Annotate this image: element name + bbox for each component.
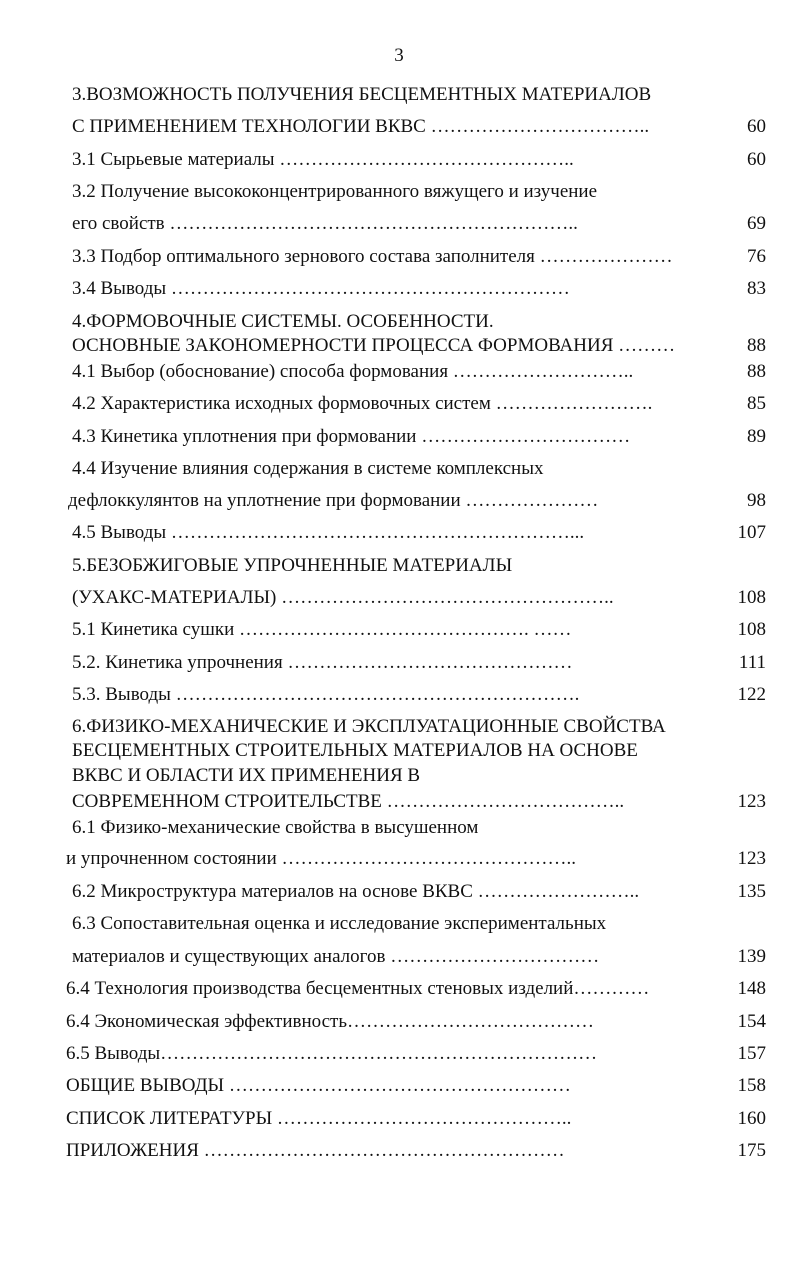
toc-entry [0,179,798,205]
toc-entry [0,911,798,937]
toc-entry-title: 6.ФИЗИКО-МЕХАНИЧЕСКИЕ И ЭКСПЛУАТАЦИОННЫЕ СВОЙСТВА [72,716,666,737]
toc-entry-title: 5.2. Кинетика упрочнения ……………………………………… [72,652,573,673]
page-number: 3 [394,45,404,66]
toc-entry-page: 69 [747,213,766,234]
toc-entry-title: 4.5 Выводы ………………………………………………………... [72,522,585,543]
toc-entry [0,815,798,841]
toc-entry-page: 123 [737,791,766,812]
toc-entry-page: 160 [737,1108,766,1129]
toc-entry [0,1073,798,1099]
toc-entry-title: 3.1 Сырьевые материалы ……………………………………….. [72,149,574,170]
toc-entry-page: 88 [747,361,766,382]
toc-entry-title: СПИСОК ЛИТЕРАТУРЫ ……………………………………….. [66,1108,572,1129]
toc-entry-title: 6.3 Сопоставительная оценка и исследование экспериментальных [72,913,607,934]
toc-entry-page: 85 [747,393,766,414]
toc-entry [0,147,798,173]
toc-entry-title: дефлоккулянтов на уплотнение при формовании ………………… [68,490,599,511]
toc-entry-title: ВКВС И ОБЛАСТИ ИХ ПРИМЕНЕНИЯ В [72,765,421,786]
toc-entry-page: 107 [737,522,766,543]
toc-entry-page: 157 [737,1043,766,1064]
toc-entry-title: материалов и существующих аналогов …………………………… [72,946,600,967]
toc-entry-title: ПРИЛОЖЕНИЯ ………………………………………………… [66,1140,565,1161]
toc-entry [0,276,798,302]
toc-entry [0,617,798,643]
toc-entry-page: 76 [747,246,766,267]
toc-entry [0,1009,798,1035]
toc-entry [0,944,798,970]
toc-entry-page: 83 [747,278,766,299]
toc-entry-page: 139 [737,946,766,967]
toc-entry-title: С ПРИМЕНЕНИЕМ ТЕХНОЛОГИИ ВКВС …………………………….. [72,116,650,137]
toc-entry [0,456,798,482]
toc-entry [0,309,798,335]
toc-entry [0,359,798,385]
toc-entry [0,488,798,514]
toc-entry-page: 123 [737,848,766,869]
toc-entry [0,1106,798,1132]
toc-entry-title: его свойств ……………………………………………………….. [72,213,578,234]
toc-entry-page: 154 [737,1011,766,1032]
toc-entry-page: 108 [737,587,766,608]
toc-entry-title: 4.2 Характеристика исходных формовочных систем ……………………. [72,393,653,414]
toc-entry-title: 6.4 Экономическая эффективность………………………………… [66,1011,595,1032]
toc-entry [0,738,798,764]
toc-entry-page: 175 [737,1140,766,1161]
toc-entry-page: 98 [747,490,766,511]
toc-entry-title: 5.БЕЗОБЖИГОВЫЕ УПРОЧНЕННЫЕ МАТЕРИАЛЫ [72,555,513,576]
toc-entry [0,82,798,108]
toc-entry-title: 4.4 Изучение влияния содержания в системе комплексных [72,458,544,479]
toc-entry [0,846,798,872]
toc-entry-title: 3.3 Подбор оптимального зернового состава заполнителя ………………… [72,246,673,267]
toc-entry-title: ОСНОВНЫЕ ЗАКОНОМЕРНОСТИ ПРОЦЕССА ФОРМОВАНИЯ ……… [72,335,676,356]
toc-entry-title: 3.2 Получение высококонцентрированного вяжущего и изучение [72,181,598,202]
toc-entry-page: 135 [737,881,766,902]
toc-entry [0,424,798,450]
toc-entry [0,1138,798,1164]
toc-entry [0,114,798,140]
toc-entry-title: 6.4 Технология производства бесцементных стеновых изделий………… [66,978,650,999]
toc-entry-title: 4.ФОРМОВОЧНЫЕ СИСТЕМЫ. ОСОБЕННОСТИ. [72,311,494,332]
toc-entry-title: и упрочненном состоянии ……………………………………….. [66,848,577,869]
toc-entry-title: 5.1 Кинетика сушки ………………………………………. …… [72,619,572,640]
toc-entry-page: 89 [747,426,766,447]
toc-entry-page: 148 [737,978,766,999]
toc-entry-page: 88 [747,335,766,356]
toc-entry-title: ОБЩИЕ ВЫВОДЫ ……………………………………………… [66,1075,571,1096]
toc-entry [0,244,798,270]
toc-entry [0,585,798,611]
toc-entry-page: 122 [737,684,766,705]
toc-entry-title: (УХАКС-МАТЕРИАЛЫ) …………………………………………….. [72,587,614,608]
toc-entry-title: 4.3 Кинетика уплотнения при формовании …………………………… [72,426,631,447]
toc-entry [0,682,798,708]
toc-entry [0,879,798,905]
toc-entry-title: 6.5 Выводы…………………………………………………………… [66,1043,598,1064]
toc-entry [0,976,798,1002]
toc-entry [0,520,798,546]
toc-entry [0,714,798,740]
toc-entry-title: 3.4 Выводы ……………………………………………………… [72,278,570,299]
toc-entry-title: 6.1 Физико-механические свойства в высушенном [72,817,479,838]
toc-entry [0,650,798,676]
toc-entry [0,211,798,237]
toc-entry-page: 158 [737,1075,766,1096]
toc-entry-page: 60 [747,149,766,170]
toc-entry-page: 108 [737,619,766,640]
toc-entry-page: 60 [747,116,766,137]
toc-entry-title: СОВРЕМЕННОМ СТРОИТЕЛЬСТВЕ ……………………………….. [72,791,625,812]
toc-entry [0,333,798,359]
toc-entry-title: 3.ВОЗМОЖНОСТЬ ПОЛУЧЕНИЯ БЕСЦЕМЕНТНЫХ МАТЕРИАЛОВ [72,84,652,105]
toc-entry-title: 4.1 Выбор (обоснование) способа формования ……………………….. [72,361,634,382]
toc-entry [0,553,798,579]
toc-entry [0,789,798,815]
toc-entry-title: 6.2 Микроструктура материалов на основе ВКВС …………………….. [72,881,640,902]
toc-entry [0,1041,798,1067]
toc-entry [0,391,798,417]
toc-entry-title: 5.3. Выводы ………………………………………………………. [72,684,580,705]
toc-entry-title: БЕСЦЕМЕНТНЫХ СТРОИТЕЛЬНЫХ МАТЕРИАЛОВ НА ОСНОВЕ [72,740,638,761]
toc-entry [0,763,798,789]
toc-entry-page: 111 [738,652,766,673]
